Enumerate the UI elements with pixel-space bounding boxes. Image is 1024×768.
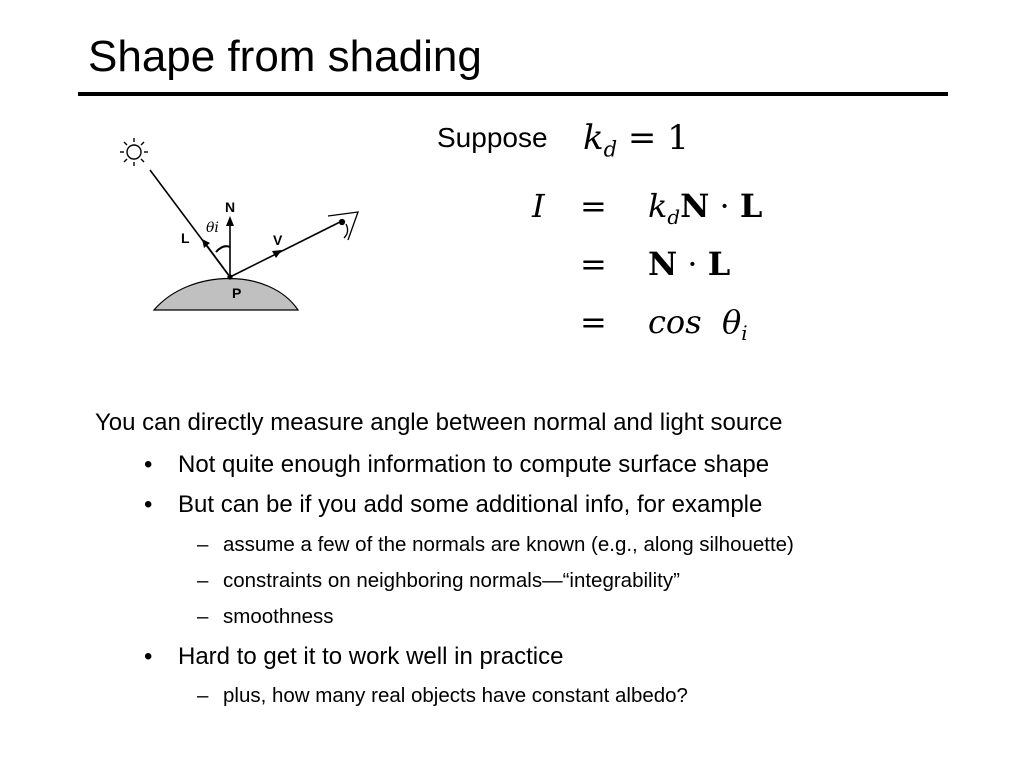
point-label: P bbox=[232, 285, 242, 301]
surface-patch bbox=[154, 279, 298, 311]
sun-icon bbox=[120, 138, 148, 166]
sub-bullet-item bbox=[197, 568, 680, 594]
bullet-item bbox=[144, 490, 762, 520]
equation-equals-3: = bbox=[580, 303, 607, 341]
slide-title: Shape from shading bbox=[88, 32, 482, 81]
bullet-item bbox=[144, 642, 564, 672]
angle-label: θi bbox=[206, 220, 219, 236]
dash-mark: – bbox=[197, 605, 209, 628]
bullet-item bbox=[144, 450, 769, 480]
suppose-text: Suppose bbox=[437, 122, 548, 153]
view-vector bbox=[230, 222, 340, 277]
equation-rhs-1: $k_dN \cdot L$ bbox=[648, 187, 763, 229]
main-point: You can directly measure angle between normal and light source bbox=[95, 409, 783, 436]
equation-equals-1: = bbox=[580, 187, 607, 225]
bullet-text: But can be if you add some additional info, for example bbox=[178, 491, 763, 518]
dash-mark: – bbox=[197, 569, 209, 592]
sub-bullet-item bbox=[197, 532, 794, 558]
dash-mark: – bbox=[197, 533, 209, 556]
bullet-text: Not quite enough information to compute surface shape bbox=[178, 451, 770, 478]
point-p bbox=[227, 274, 232, 279]
equation-rhs-3: $\cos \theta_i$ bbox=[648, 303, 748, 345]
view-label: V bbox=[273, 232, 283, 248]
bullet-mark: • bbox=[144, 491, 153, 518]
dash-mark: – bbox=[197, 684, 209, 707]
normal-arrowhead bbox=[226, 216, 234, 226]
sub-bullet-text: smoothness bbox=[223, 605, 334, 628]
normal-label: N bbox=[225, 199, 236, 215]
light-arrowhead bbox=[202, 239, 210, 248]
equation-equals-2: = bbox=[580, 245, 607, 283]
light-label: L bbox=[181, 230, 190, 246]
bullet-mark: • bbox=[144, 643, 153, 670]
sub-bullet-text: plus, how many real objects have constant albedo? bbox=[223, 684, 688, 707]
sub-bullet-item bbox=[197, 604, 334, 630]
kd-equation: $k_d = 1$ bbox=[583, 118, 689, 162]
sub-bullet-text: assume a few of the normals are known (e.g., along silhouette) bbox=[223, 533, 794, 556]
view-arrowhead bbox=[272, 250, 282, 258]
title-underline bbox=[78, 92, 948, 96]
equation-lhs-intensity: I bbox=[532, 187, 545, 225]
bullet-text: Hard to get it to work well in practice bbox=[178, 643, 564, 670]
equation-rhs-2: N · L bbox=[648, 245, 731, 283]
angle-arc bbox=[216, 246, 230, 252]
sub-bullet-item bbox=[197, 683, 688, 709]
sub-bullet-text: constraints on neighboring normals—“integrability” bbox=[223, 569, 680, 592]
light-vector bbox=[205, 243, 230, 277]
shading-geometry-diagram bbox=[110, 130, 370, 315]
bullet-mark: • bbox=[144, 451, 153, 478]
